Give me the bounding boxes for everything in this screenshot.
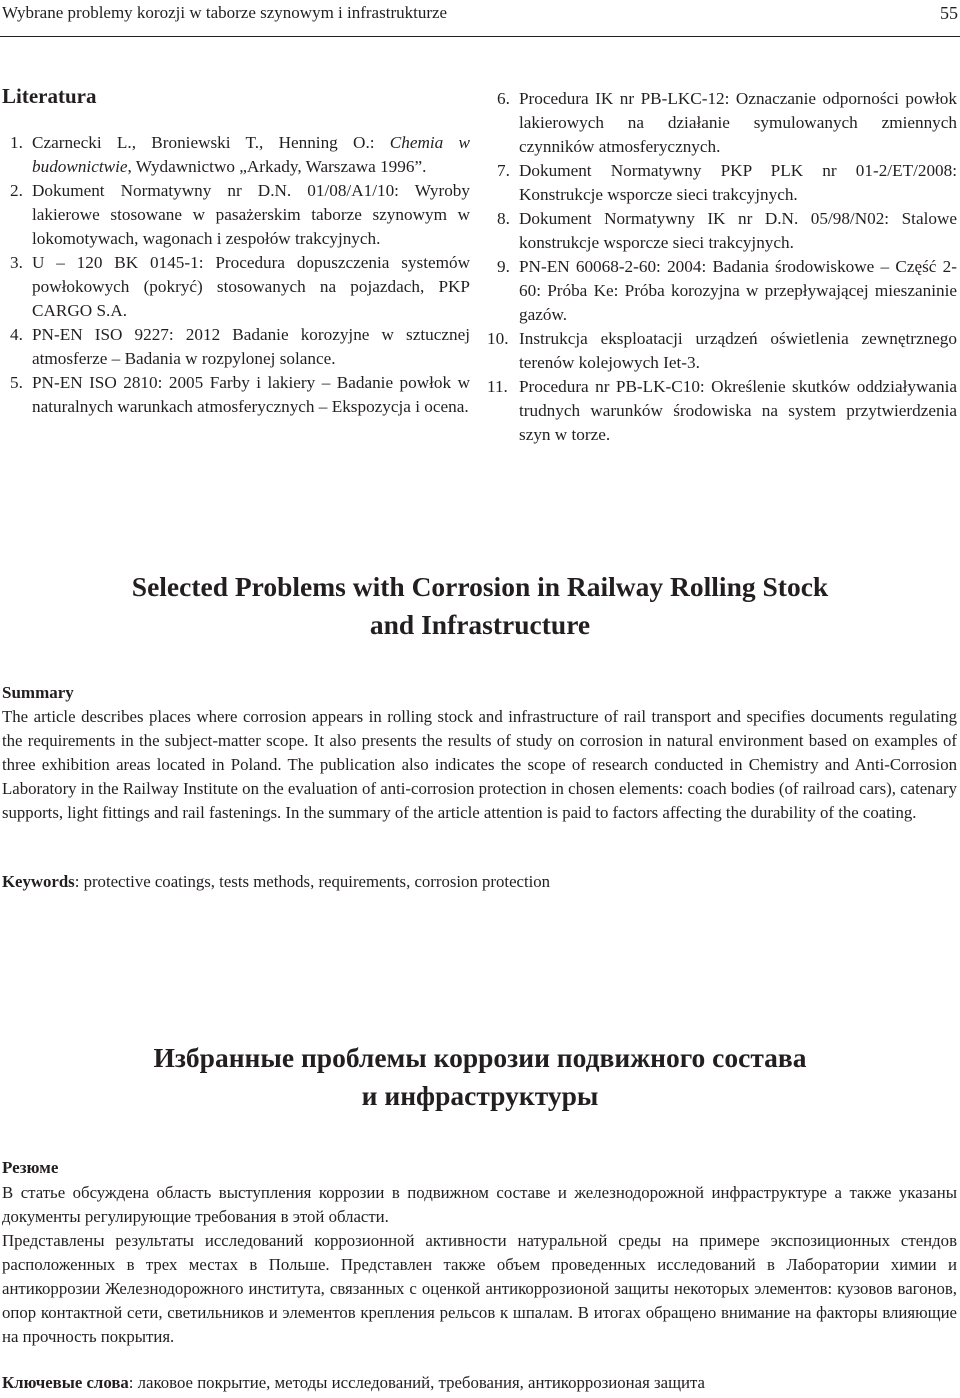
reference-number: 7. bbox=[497, 161, 510, 180]
russian-title-line1: Избранные проблемы коррозии подвижного состава bbox=[153, 1042, 807, 1073]
reference-item bbox=[487, 375, 957, 447]
reference-item bbox=[497, 87, 957, 159]
reference-item bbox=[10, 251, 470, 323]
reference-number: 6. bbox=[497, 89, 510, 108]
russian-title bbox=[0, 1039, 960, 1115]
reference-item bbox=[10, 323, 470, 371]
reference-text: Procedura IK nr PB-LKC-12: Oznaczanie odporności powłok lakierowych na działanie symulowanych zmiennych czynników atmosferycznych. bbox=[519, 89, 957, 156]
russian-keywords-label: Ключевые слова bbox=[2, 1373, 129, 1392]
running-head bbox=[0, 3, 960, 25]
reference-text: PN-EN ISO 9227: 2012 Badanie korozyjne w sztucznej atmosferze – Badania w rozpylonej solance. bbox=[32, 325, 470, 368]
running-title: Wybrane problemy korozji w taborze szynowym i infrastrukturze bbox=[2, 3, 448, 22]
reference-number: 2. bbox=[10, 181, 23, 200]
english-title bbox=[0, 568, 960, 644]
reference-text: Procedura nr PB-LK-C10: Określenie skutków oddziaływania trudnych warunków środowiska na system przytwierdzenia szyn w torze. bbox=[519, 377, 957, 444]
reference-text: Instrukcja eksploatacji urządzeń oświetlenia zewnętrznego terenów kolejowych Iet-3. bbox=[519, 329, 957, 372]
reference-text: Czarnecki L., Broniewski T., Henning O.: Chemia w budownictwie, Wydawnictwo „Arkady, Warszawa 1996”. bbox=[32, 133, 470, 176]
reference-item bbox=[10, 371, 470, 419]
reference-item bbox=[497, 255, 957, 327]
reference-number: 8. bbox=[497, 209, 510, 228]
russian-keywords-line bbox=[2, 1373, 705, 1393]
reference-number: 11. bbox=[487, 377, 508, 396]
reference-number: 1. bbox=[10, 133, 23, 152]
reference-number: 10. bbox=[487, 329, 509, 348]
reference-item bbox=[10, 131, 470, 179]
literature-heading: Literatura bbox=[2, 84, 97, 108]
reference-text: Dokument Normatywny IK nr D.N. 05/98/N02: Stalowe konstrukcje wsporcze sieci trakcyjnych. bbox=[519, 209, 957, 252]
rezyume-paragraph-2: Представлены результаты исследований коррозионной активности натуральной среды на примере экспозиционных стендов расположенных в трех местах в Польше. Представлен также объем проведенных исследований в Лаборатории химии и антикоррозии Железнодорожного института, связанных с оценкой антикоррозионой защиты некоторых элементов: кузовов вагонов, опор контактной сети, светильников и элементов крепления рельсов к шпалам. В итогах обращено внимание на факторы влияющие на прочность покрытия. bbox=[2, 1231, 957, 1346]
reference-number: 4. bbox=[10, 325, 23, 344]
reference-text: Dokument Normatywny nr D.N. 01/08/A1/10: Wyroby lakierowe stosowane w pasażerskim taborze szynowym w lokomotywach, wagonach i zespołów trakcyjnych. bbox=[32, 181, 470, 248]
keywords-text: : protective coatings, tests methods, requirements, corrosion protection bbox=[74, 872, 551, 891]
reference-text: PN-EN 60068-2-60: 2004: Badania środowiskowe – Część 2-60: Próba Ke: Próba korozyjna w przepływającej mieszaninie gazów. bbox=[519, 257, 957, 324]
english-title-line1: Selected Problems with Corrosion in Railway Rolling Stock bbox=[131, 571, 829, 602]
reference-item bbox=[10, 179, 470, 251]
reference-item bbox=[497, 159, 957, 207]
reference-text: Dokument Normatywny PKP PLK nr 01-2/ET/2008: Konstrukcje wsporcze sieci trakcyjnych. bbox=[519, 161, 957, 204]
reference-list-left bbox=[10, 131, 470, 419]
reference-text: U – 120 BK 0145-1: Procedura dopuszczenia systemów powłokowych (pokryć) stosowanych na pojazdach, PKP CARGO S.A. bbox=[32, 253, 470, 320]
keywords-label: Keywords bbox=[2, 872, 75, 891]
reference-number: 5. bbox=[10, 373, 23, 392]
summary-text: The article describes places where corrosion appears in rolling stock and infrastructure of rail transport and specifies documents regulating the requirements in the subject-matter scope. It also presents the results of study on corrosion in natural environment based on examples of three exhibition areas located in Poland. The publication also indicates the scope of research conducted in Chemistry and Anti-Corrosion Laboratory in the Railway Institute on the evaluation of anti-corrosion protection in chosen elements: coach bodies (of railroad cars), catenary supports, light fittings and rail fastenings. In the summary of the article attention is paid to factors affecting the durability of the coating. bbox=[2, 707, 957, 822]
reference-number: 3. bbox=[10, 253, 23, 272]
reference-text: PN-EN ISO 2810: 2005 Farby i lakiery – Badanie powłok w naturalnych warunkach atmosferycznych – Ekspozycja i ocena. bbox=[32, 373, 470, 416]
russian-keywords-text: : лаковое покрытие, методы исследований, требования, антикоррозионая защита bbox=[128, 1373, 705, 1392]
russian-title-line2: и инфраструктуры bbox=[361, 1080, 599, 1111]
rezyume-label: Резюме bbox=[2, 1158, 59, 1177]
english-title-line2: and Infrastructure bbox=[369, 609, 591, 640]
reference-number: 9. bbox=[497, 257, 510, 276]
reference-item bbox=[497, 207, 957, 255]
reference-item bbox=[487, 327, 957, 375]
reference-list-right bbox=[487, 87, 957, 447]
keywords-line bbox=[2, 872, 550, 892]
rezyume-paragraph-1: В статье обсуждена область выступления коррозии в подвижном составе и железнодорожной инфраструктуре а также указаны документы регулирующие требования в этой области. bbox=[2, 1183, 957, 1226]
header-rule bbox=[0, 36, 960, 37]
page-number: 55 bbox=[940, 3, 958, 23]
summary-label: Summary bbox=[2, 683, 74, 702]
